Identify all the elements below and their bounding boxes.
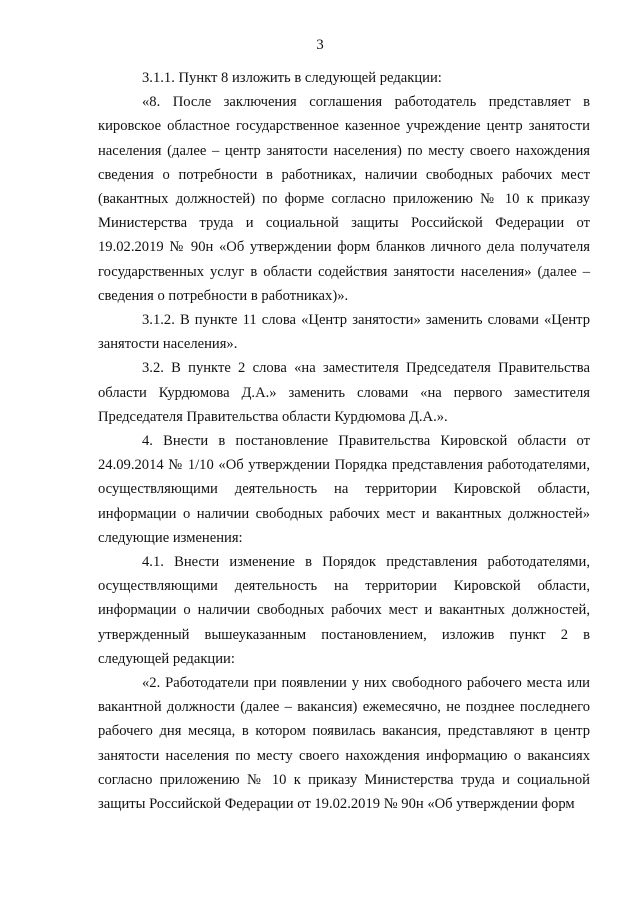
paragraph-3-2: 3.2. В пункте 2 слова «на заместителя Председателя Правительства области Курдюмова Д.А.» заменить словами «на первого заместителя Председателя Правительства области Курдюмова Д.А.». bbox=[98, 360, 590, 425]
page-number: 3 bbox=[316, 37, 324, 53]
paragraph-3-1-2: 3.1.2. В пункте 11 слова «Центр занятости» заменить словами «Центр занятости населения». bbox=[98, 312, 590, 353]
paragraph-4-1: 4.1. Внести изменение в Порядок представления работодателями, осуществляющими деятельность на территории Кировской области, информации о наличии свободных рабочих мест и вакантных должностей, утвержденный вышеуказанным постановлением, изложив пункт 2 в следующей редакции: bbox=[98, 554, 590, 667]
document-body bbox=[98, 66, 590, 816]
paragraph-item-2-text: «2. Работодатели при появлении у них свободного рабочего места или вакантной должности (далее – вакансия) ежемесячно, не позднее последнего рабочего дня месяца, в котором появилась вакансия, представляют в центр занятости населения по месту своего нахождения информацию о вакансиях согласно приложению № 10 к приказу Министерства труда и социальной защиты Российской Федерации от 19.02.2019 № 90н «Об утверждении форм bbox=[98, 675, 590, 813]
paragraph-3-1-1: 3.1.1. Пункт 8 изложить в следующей редакции: bbox=[142, 70, 442, 86]
paragraph-4: 4. Внести в постановление Правительства Кировской области от 24.09.2014 № 1/10 «Об утверждении Порядка представления работодателями, осуществляющими деятельность на территории Кировской области, информации о наличии свободных рабочих мест и вакантных должностей» следующие изменения: bbox=[98, 433, 590, 546]
paragraph-item-8-text: «8. После заключения соглашения работодатель представляет в кировское областное государственное казенное учреждение центр занятости населения (далее – центр занятости населения) по месту своего нахождения сведения о потребности в работниках, наличии свободных рабочих мест (вакантных должностей) по форме согласно приложению № 10 к приказу Министерства труда и социальной защиты Российской Федерации от 19.02.2019 № 90н «Об утверждении форм бланков личного дела получателя государственных услуг в области содействия занятости населения» (далее – сведения о потребности в работниках)». bbox=[98, 94, 590, 304]
